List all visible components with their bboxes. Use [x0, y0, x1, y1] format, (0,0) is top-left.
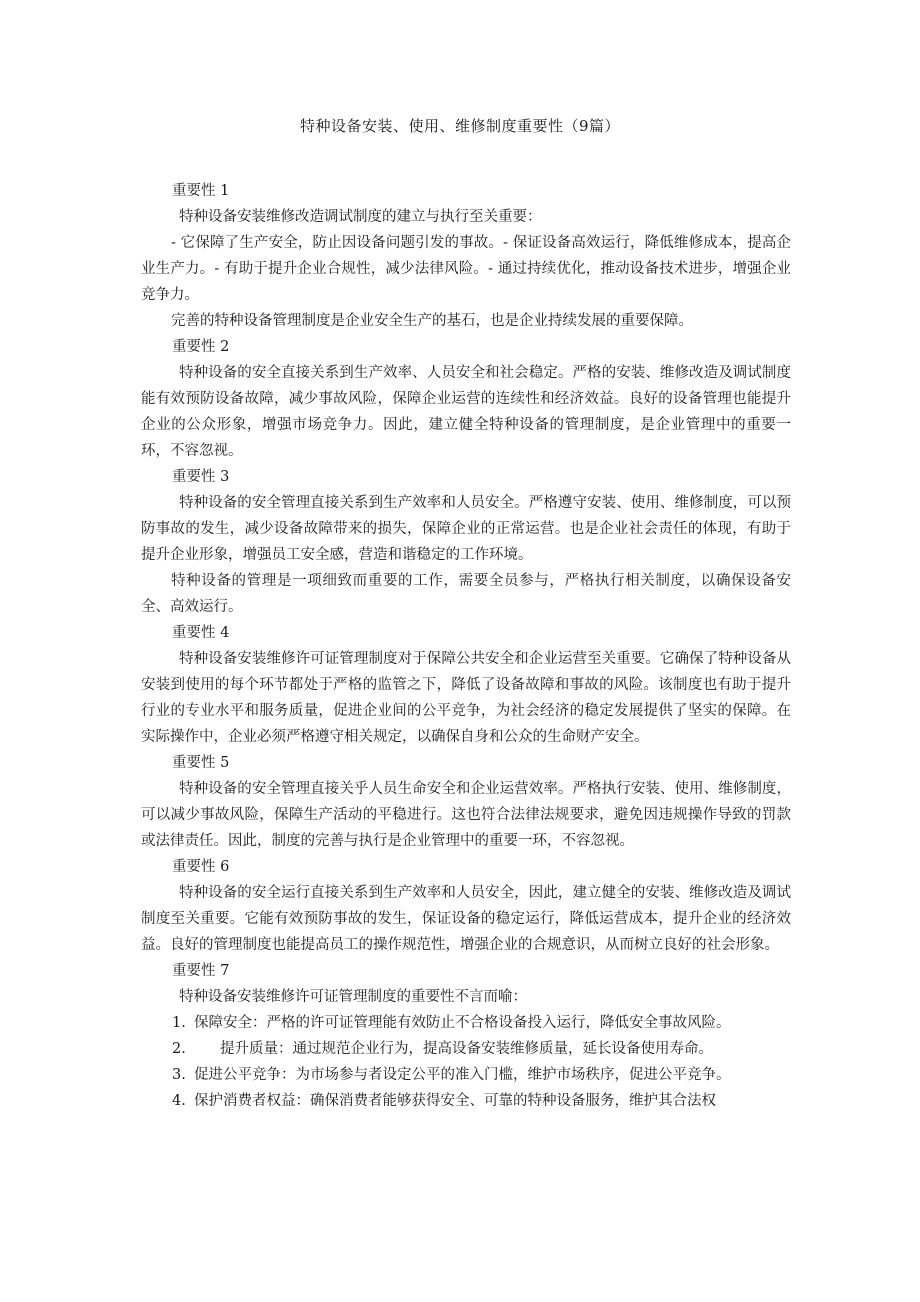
list-item-text: 保障安全：严格的许可证管理能有效防止不合格设备投入运行，降低安全事故风险。: [194, 1015, 731, 1031]
section-heading: 重要性 3: [172, 469, 230, 485]
section-heading: 重要性 6: [172, 859, 230, 875]
section-heading: 重要性 1: [172, 183, 230, 199]
paragraph: 特种设备的安全管理直接关乎人员生命安全和企业运营效率。严格执行安装、使用、维修制度，可以减少事故风险，保障生产活动的平稳进行。这也符合法律法规要求，避免因违规操作导致的罚款或法律责任。因此，制度的完善与执行是企业管理中的重要一环，不容忽视。: [141, 781, 791, 849]
document-body: [141, 178, 791, 1114]
section-heading: 重要性 5: [172, 755, 230, 771]
list-item-number: 2.: [172, 1041, 186, 1057]
list-item: [141, 1036, 791, 1062]
list-item-number: 1.: [172, 1015, 186, 1031]
paragraph: 特种设备的安全运行直接关系到生产效率和人员安全，因此，建立健全的安装、维修改造及调试制度至关重要。它能有效预防事故的发生，保证设备的稳定运行，降低运营成本，提升企业的经济效益。良好的管理制度也能提高员工的操作规范性，增强企业的合规意识，从而树立良好的社会形象。: [141, 885, 791, 953]
section-heading: 重要性 7: [172, 963, 230, 979]
list-item: [141, 1010, 791, 1036]
paragraph: - 它保障了生产安全，防止因设备问题引发的事故。- 保证设备高效运行，降低维修成本，提高企业生产力。- 有助于提升企业合规性，减少法律风险。- 通过持续优化，推动设备技术进步，增强企业竞争力。: [141, 235, 791, 303]
list-item: [141, 1062, 791, 1088]
document-title: 特种设备安装、使用、维修制度重要性（9篇）: [299, 117, 621, 135]
paragraph: 特种设备安装维修改造调试制度的建立与执行至关重要：: [179, 209, 542, 225]
list-item-number: 4.: [172, 1093, 186, 1109]
section-heading: 重要性 4: [172, 625, 230, 641]
paragraph: 特种设备的管理是一项细致而重要的工作，需要全员参与，严格执行相关制度，以确保设备安全、高效运行。: [141, 573, 791, 615]
section-heading: 重要性 2: [172, 339, 230, 355]
paragraph: 特种设备的安全管理直接关系到生产效率和人员安全。严格遵守安装、使用、维修制度，可以预防事故的发生，减少设备故障带来的损失，保障企业的正常运营。也是企业社会责任的体现，有助于提升企业形象，增强员工安全感，营造和谐稳定的工作环境。: [141, 495, 791, 563]
list-item-text: 促进公平竞争：为市场参与者设定公平的准入门槛，维护市场秩序，促进公平竞争。: [194, 1067, 731, 1083]
paragraph: 特种设备的安全直接关系到生产效率、人员安全和社会稳定。严格的安装、维修改造及调试制度能有效预防设备故障，减少事故风险，保障企业运营的连续性和经济效益。良好的设备管理也能提升企业的公众形象，增强市场竞争力。因此，建立健全特种设备的管理制度，是企业管理中的重要一环，不容忽视。: [141, 365, 791, 459]
paragraph: 完善的特种设备管理制度是企业安全生产的基石，也是企业持续发展的重要保障。: [171, 313, 693, 329]
list-item-text: 保护消费者权益：确保消费者能够获得安全、可靠的特种设备服务，维护其合法权: [194, 1093, 716, 1109]
paragraph: 特种设备安装维修许可证管理制度的重要性不言而喻：: [179, 989, 527, 1005]
list-item-text: 提升质量：通过规范企业行为，提高设备安装维修质量，延长设备使用寿命。: [220, 1041, 713, 1057]
paragraph: 特种设备安装维修许可证管理制度对于保障公共安全和企业运营至关重要。它确保了特种设备从安装到使用的每个环节都处于严格的监管之下，降低了设备故障和事故的风险。该制度也有助于提升行业的专业水平和服务质量，促进企业间的公平竞争，为社会经济的稳定发展提供了坚实的保障。在实际操作中，企业必须严格遵守相关规定，以确保自身和公众的生命财产安全。: [141, 651, 791, 745]
list-item-number: 3.: [172, 1067, 186, 1083]
list-item: [141, 1088, 791, 1114]
